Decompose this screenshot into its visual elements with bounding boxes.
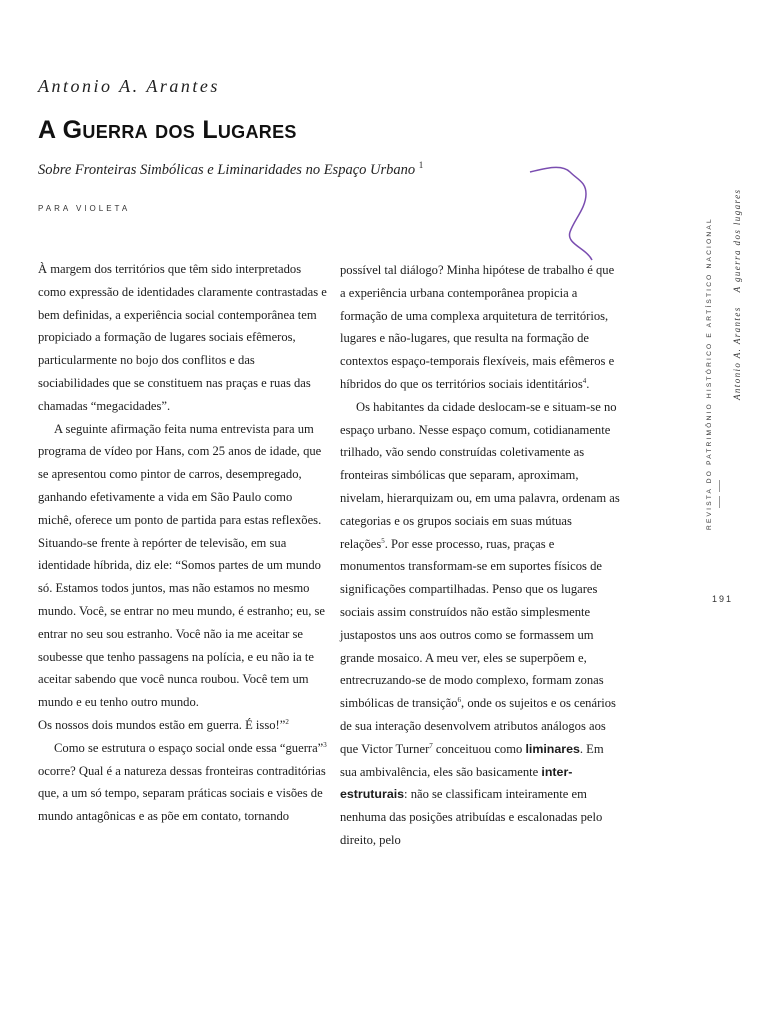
paragraph: À margem dos territórios que têm sido interpretados como expressão de identidades claramente contrastadas e bem definidas, a experiência social contemporânea tem propiciado a formação de lugares sociais efêmeros, particularmente no bojo dos conflitos e das sociabilidades que se constituem nas praças e ruas das chamadas “megacidades”. xyxy=(38,262,327,413)
journal-running-head: REVISTA DO PATRIMÔNIO HISTÓRICO E ARTÍSTICO NACIONAL xyxy=(706,217,713,530)
footnote-ref: 4 xyxy=(582,376,587,385)
left-column xyxy=(38,258,328,828)
footnote-ref: 5 xyxy=(381,536,385,545)
term-inter-estruturais: inter-estruturais xyxy=(340,764,573,802)
article-subtitle xyxy=(38,162,423,179)
margin-tick xyxy=(719,480,720,492)
running-article-title: A guerra dos lugares xyxy=(732,188,742,293)
running-author xyxy=(732,189,742,400)
paragraph: A seguinte afirmação feita numa entrevista para um programa de vídeo por Hans, com 25 anos de idade, que se apresentou como pintor de carros, desempregado, ganhando efetivamente a vida em São Paulo como michê, oferece um ponto de partida para estas reflexões. Situando-se frente à repórter de televisão, em sua identidade híbrida, diz ele: “Somos partes de um mundo só. Estamos todos juntos, mas não estamos no mesmo mundo. Você, se entrar no meu mundo, é estranho; eu, se entrar no seu sou estranho. Você não ia me aceitar se soubesse que tenho passagens na polícia, e eu não ia te aceitar sabendo que você nunca roubou. Você tem um mundo e eu tenho outro mundo. xyxy=(38,421,326,710)
text-run: , onde os sujeitos e os cenários de sua interação desenvolvem atributos análogos aos que Victor Turner xyxy=(340,696,616,756)
paragraph xyxy=(38,737,328,828)
text-run: conceituou como xyxy=(432,741,526,756)
dedication: PARA VIOLETA xyxy=(38,204,131,213)
text-run: Os habitantes da cidade deslocam-se e situam-se no espaço urbano. Nesse espaço comum, cotidianamente trilhado, vão sendo construídas coletivamente as fronteiras simbólicas que separam, aproximam, nivelam, hierarquizam ou, em uma palavra, ordenam as categorias e os grupos sociais em suas mútuas relações xyxy=(340,399,620,551)
running-author-name: Antonio A. Arantes xyxy=(732,306,742,400)
footnote-ref: 2 xyxy=(285,717,289,726)
paragraph xyxy=(38,714,328,737)
paragraph: possível tal diálogo? Minha hipótese de trabalho é que a experiência urbana contemporânea propicia a formação de uma complexa arquitetura de territórios, lugares e não-lugares, que resulta na formação de contextos espaço-temporais flexíveis, mais efêmeros e híbridos do que os territórios sociais identitários$^4$. xyxy=(340,263,615,391)
footnote-ref: 6 xyxy=(457,695,462,704)
paragraph xyxy=(340,396,620,852)
footnote-ref: 7 xyxy=(429,741,433,750)
subtitle-text: Sobre Fronteiras Simbólicas e Liminaridades no Espaço Urbano xyxy=(38,162,416,178)
text-run: ocorre? Qual é a natureza dessas fronteiras contraditórias que, a um só tempo, separam práticas sociais e visões de mundo antagônicas e as põe em contato, tornando xyxy=(38,763,326,824)
margin-tick xyxy=(719,496,720,508)
text-run: possível tal diálogo? Minha hipótese de trabalho é que a experiência urbana contemporânea propicia a formação de uma complexa arquitetura de territórios, lugares e não-lugares, que resulta na formação de contextos espaço-temporais flexíveis, mais efêmeros e híbridos do que os territórios sociais identitários xyxy=(340,263,615,391)
page-number: 191 xyxy=(712,594,734,604)
right-column xyxy=(340,259,620,852)
quote-ending: Os nossos dois mundos estão em guerra. É isso!” xyxy=(38,717,286,732)
text-run: . Por esse processo, ruas, praças e monumentos transformam-se em suportes físicos de significações compartilhadas. Penso que os lugares sociais assim construídos não estão simplesmente justapostos uns aos outros como se formassem um grande mosaico. A meu ver, eles se superpõem e, entrecruzando-se de modo complexo, formam zonas simbólicas de transição xyxy=(340,536,604,711)
text-run: : não se classificam inteiramente em nenhuma das posições atribuídas e escalonadas pelo direito, pelo xyxy=(340,787,603,847)
author-name: Antonio A. Arantes xyxy=(38,76,220,96)
pen-mark xyxy=(526,160,626,270)
footnote-ref: 1 xyxy=(418,160,424,171)
footnote-ref: 3 xyxy=(323,740,327,749)
article-title: A Guerra dos Lugares xyxy=(38,116,297,144)
text-run: . Em sua ambivalência, eles são basicamente xyxy=(340,741,604,779)
text-run: Como se estrutura o espaço social onde essa “guerra” xyxy=(54,740,324,755)
term-liminares: liminares xyxy=(525,741,580,756)
